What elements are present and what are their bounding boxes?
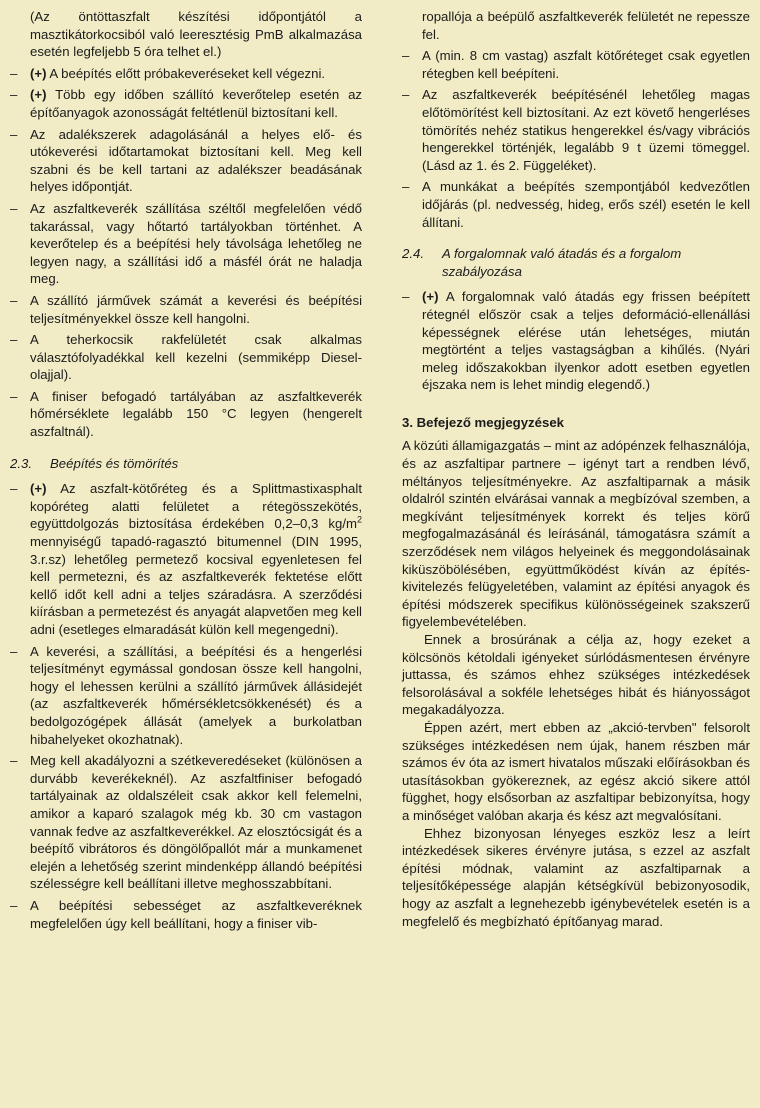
list-item (10, 388, 362, 441)
list-item (10, 897, 362, 932)
item-text (30, 388, 362, 441)
item-text (30, 752, 362, 893)
item-text-part: Több egy időben szállító keverőtelep esetén az építőanyagok azonosságát feltétlenül biztosítani kell. (30, 87, 362, 120)
item-text-part: A forgalomnak való átadás egy frissen beépített rétegnél először csak a teljes deformáció-ellenállási képességnek elérése után lehetséges, miután megtörtént a teljes vastagságban a kihűlés. (Nyári meleg időszakokban ilyenkor adott esetben egyetlen éjszaka nem is lehet mindig elegendő.) (422, 289, 750, 393)
dash-bullet: – (10, 200, 18, 216)
left-column (10, 8, 362, 936)
body-paragraph: A közúti államigazgatás – mint az adópénzek felhasználója, és az aszfaltipar partnere – igényt tart a rendben lévő, méltányos teljesítményekre. Az aszfaltiparnak a másik oldalról szintén elvárásai vannak a megbízóval szemben, a megkívánt teljesítmények korrekt és teljes körű megfogalmazásánál és leírásánál, támogatásra számít a szerződések nem világos helyeinek és meggondolásainak kiküszöbölésében, együttműködést kíván az építés-kivitelezés felügyeletében, valamint az építési anyagok és építési módszerek specifikus különösségeinek szakszerű figyelembevételében. (402, 438, 750, 630)
list-item (402, 86, 750, 174)
list-item (10, 65, 362, 83)
item-text-part: Az aszfaltkeverék beépítésénél lehetőleg magas előtömörítést kell biztosítani. Az ezt követő hengerléses tömörítés nehéz statikus hengerekkel és/vagy vibrációs hengerekkel történjék, legalább 9 t üzemi tömeggel. (Lásd az 1. és 2. Függeléket). (422, 87, 750, 173)
item-text-part: A szállító járművek számát a keverési és beépítési teljesítményekkel össze kell hangolni. (30, 292, 362, 326)
item-text (422, 86, 750, 174)
item-text (30, 200, 362, 288)
item-text (30, 331, 362, 384)
list-c (402, 47, 750, 231)
list-item (10, 126, 362, 196)
plus-marker: (+) (422, 289, 439, 305)
list-item (402, 288, 750, 394)
dash-bullet: – (402, 87, 410, 103)
item-text (30, 126, 362, 196)
item-text (30, 897, 362, 932)
item-text-part: A beépítési sebességet az aszfaltkeveréknek megfelelően úgy kell beállítani, hogy a finiser vib- (30, 897, 362, 931)
plus-marker: (+) (30, 65, 47, 81)
dash-bullet: – (10, 753, 18, 769)
body-paragraph: Ennek a brosúrának a célja az, hogy ezeket a kölcsönös kétoldali igényeket súrlódásmentesen érvényre juttassa, és számos ehhez szükséges intézkedések felsorolásával a sokféle lehetséges hibát és hiányosságot megakadályozza. (402, 632, 750, 718)
section-3-heading: 3. Befejező megjegyzések (402, 414, 564, 430)
dash-bullet: – (402, 48, 410, 64)
item-text (30, 292, 362, 327)
item-text-part: mennyiségű tapadó-ragasztó bitumennel (DIN 1995, 3.r.sz) lehetőleg permetező kocsival egyenletesen fel kell permetezni, és az aszfaltkeverék fektetése előtt kellő időt kell adni a teljes száradásra. A szerződési kiírásban a permetezést és anyagát alapvetően meg kell adni (esetleges elmaradását külön kell megengedni). (30, 534, 362, 637)
dash-bullet: – (10, 332, 18, 348)
item-text (30, 643, 362, 749)
dash-bullet: – (10, 643, 18, 659)
subsection-title: A forgalomnak való átadás és a forgalom szabályozása (442, 246, 682, 279)
plus-marker: (+) (30, 87, 47, 103)
list-item (10, 331, 362, 384)
superscript: 2 (356, 515, 362, 526)
list-b (10, 643, 362, 933)
item-text (422, 288, 750, 394)
item-text-part: Az aszfalt-kötőréteg és a Splittmastixasphalt kopóréteg alatti felületet a rétegösszekötés, együttdolgozás biztosítása érdekében 0,2–0,3 kg/m (30, 481, 362, 532)
item-text (30, 86, 362, 121)
item-text-part: Meg kell akadályozni a szétkeveredéseket (különösen a durvább keverékeknél). Az aszfaltfiniser befogadó tartályainak az oldalszéleit csak akkor kell felemelni, amikor a kaparó szalagok még kb. 30 cm vastagon vannak fedve az aszfaltkeverékkel. Az elosztócsigát és a beépítő vibrátoros és döngölőpallót már a munkamenet elején a lehetőség szerint mindenképp állandó beépítési szélességre kell beállítani illetve meghosszabbítani. (30, 753, 362, 892)
intro-paragraph: (Az öntöttaszfalt készítési időpontjától a masztikátorkocsiból való leeresztésig PmB alkalmazása esetén legfeljebb 5 óra telhet el.) (30, 9, 362, 60)
dash-bullet: – (10, 126, 18, 142)
item-text-part: A finiser befogadó tartályában az aszfaltkeverék hőmérséklete legalább 150 °C legyen (hengerelt aszfaltnál). (30, 388, 362, 440)
item-text-part: A munkákat a beépítés szempontjából kedvezőtlen időjárás (pl. nedvesség, hideg, erős szél) esetén le kell állítani. (422, 179, 750, 230)
item-text (422, 178, 750, 231)
plus-marker: (+) (30, 481, 47, 497)
item-text-part: Az aszfaltkeverék szállítása széltől megfelelően védő takarással, vagy hőtartó tartályokban történhet. A keverőtelep és a beépítési hely távolsága lehetőleg ne legyen nagy, a szállítási idő a másfél órát ne haladja meg. (30, 200, 362, 287)
subsection-2-4-heading (402, 245, 750, 280)
list-item (10, 200, 362, 288)
item-text (30, 65, 362, 83)
dash-bullet: – (402, 179, 410, 195)
subsection-title: Beépítés és tömörítés (50, 455, 179, 471)
body-paragraph: Ehhez bizonyosan lényeges eszköz lesz a leírt intézkedések sikeres érvényre jutása, s ezzel az aszfalt építési módnak, valamint az aszfaltiparnak a teljesítőképessége alapján kétségkívül bebizonyosodik, hogy az aszfalt a legnehezebb igénybevételek esetén is a megfelelő és megbízható építőanyag marad. (402, 825, 750, 929)
subsection-number: 2.3. (10, 455, 32, 471)
dash-bullet: – (10, 897, 18, 913)
item-text (422, 47, 750, 82)
subsection-number: 2.4. (402, 246, 424, 262)
dash-bullet: – (10, 481, 18, 497)
list-a (10, 65, 362, 441)
dash-bullet: – (10, 65, 18, 81)
dash-bullet: – (402, 289, 410, 305)
dash-bullet: – (10, 292, 18, 308)
right-column (402, 8, 750, 930)
list-item (10, 643, 362, 749)
continued-text: ropallója a beépülő aszfaltkeverék felületét ne repessze fel. (422, 9, 750, 42)
dash-bullet: – (10, 388, 18, 404)
item-text-part: A (min. 8 cm vastag) aszfalt kötőréteget csak egyetlen rétegben kell beépíteni. (422, 48, 750, 81)
list-item (10, 480, 362, 638)
subsection-2-3-heading (10, 455, 362, 473)
item-text-part: A keverési, a szállítási, a beépítési és a hengerlési teljesítményt egymással gondosan össze kell hangolni, hogy el lehessen kerülni a szállító járművek állásidejét (az aszfaltkeverék hőmérsékletcsökkenését) és a bedolgozógépek állását (amelyek a burkolatban hibahelyeket okozhatnak). (30, 643, 362, 747)
list-item (10, 86, 362, 121)
list-d (402, 288, 750, 394)
body-paragraph: Éppen azért, mert ebben az „akció-tervben" felsorolt szükséges intézkedésen nem újak, hanem részben már számos év óta az ismert hivatalos műszaki előírásokban és utasításokban gyökereznek, az egész akció sikere attól függhet, hogy elsősorban az aszfaltipar bebizonyítsa, hogy a minőséget valóban akarja és kész azt megvalósítani. (402, 719, 750, 823)
item-text-part: A teherkocsik rakfelületét csak alkalmas választófolyadékkal kell kezelni (semmiképp Diesel-olajjal). (30, 332, 362, 383)
item-text-part: Az adalékszerek adagolásánál a helyes elő- és utókeverési időtartamokat biztosítani kell. Meg kell szabni és be kell tartani az adalékszer beadásának helyes időpontját. (30, 126, 362, 195)
list-item (10, 752, 362, 893)
list-item (402, 47, 750, 82)
item-text (30, 480, 362, 638)
list-item (10, 292, 362, 327)
list-item (402, 178, 750, 231)
item-text-part: A beépítés előtt próbakeveréseket kell végezni. (49, 65, 326, 81)
dash-bullet: – (10, 87, 18, 103)
